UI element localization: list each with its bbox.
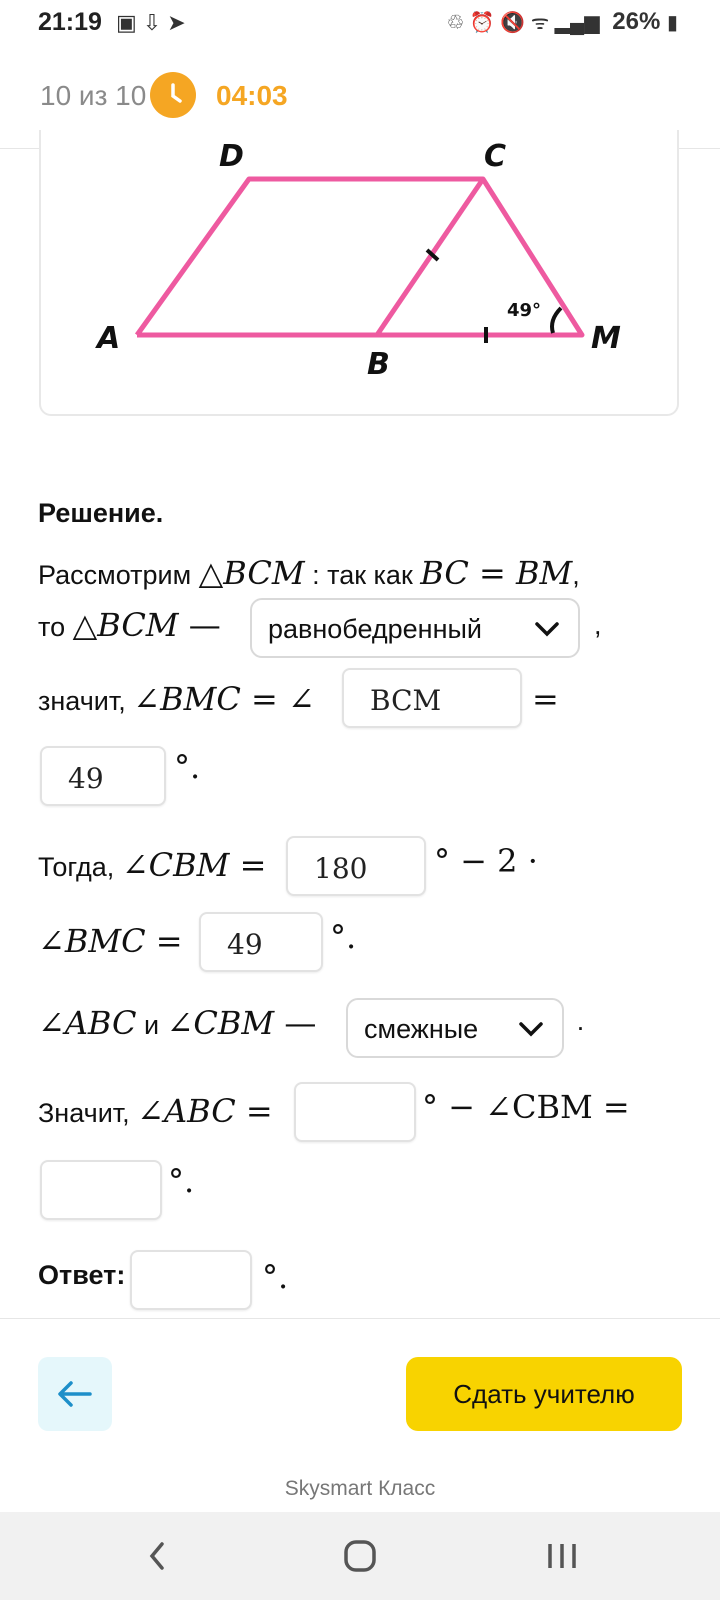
math-angle-cbm: ∠CBM — [166, 1004, 275, 1042]
home-icon — [330, 1528, 390, 1584]
angle-input-3[interactable]: 180 — [286, 836, 426, 896]
nav-recents-button[interactable] — [532, 1528, 592, 1584]
notification-icons: ▣⇩➤ — [116, 10, 192, 35]
angle-input-1[interactable]: BCM — [342, 668, 522, 728]
nav-back-button[interactable] — [128, 1528, 188, 1584]
math-eq: BC = BM — [420, 554, 573, 592]
minus-two: ° − 2 · — [434, 842, 538, 880]
battery-icon: ▮ — [666, 12, 678, 34]
trapezoid-diagram — [41, 130, 681, 416]
degree-dot: °. — [262, 1258, 289, 1296]
solution-line-1 — [38, 554, 580, 592]
recents-icon — [532, 1528, 592, 1584]
solution-heading: Решение. — [38, 498, 164, 528]
label-m: M — [591, 321, 621, 356]
chevron-down-icon — [518, 1020, 544, 1038]
math-angle: ∠ABC = — [137, 1092, 273, 1130]
text: : так как — [304, 560, 421, 590]
arrow-left-icon — [56, 1379, 94, 1409]
status-time: 21:19 — [38, 8, 102, 36]
dropdown-value: смежные — [364, 1014, 479, 1044]
solution-line-7 — [38, 1004, 316, 1042]
label-a: A — [97, 321, 121, 356]
text: Значит, — [38, 1098, 138, 1128]
angle-label: 49° — [507, 300, 542, 321]
answer-input[interactable] — [130, 1250, 252, 1310]
chevron-left-icon — [128, 1528, 188, 1584]
math-angle-abc: ∠ABC — [38, 1004, 137, 1042]
task-progress: 10 из 10 — [40, 80, 147, 111]
comma: , — [594, 610, 602, 640]
math-angle: ∠BMC = — [38, 922, 183, 960]
dropdown-value: равнобедренный — [268, 614, 482, 644]
text: Рассмотрим — [38, 560, 199, 590]
chevron-down-icon — [534, 620, 560, 638]
solution-line-5 — [38, 846, 266, 884]
dash: — — [178, 606, 221, 644]
equals: = — [532, 680, 559, 718]
system-nav-bar — [0, 1512, 720, 1600]
label-d: D — [219, 139, 244, 174]
solution-line-6 — [38, 922, 183, 960]
back-button[interactable] — [38, 1357, 112, 1431]
degree-dot: °. — [168, 1162, 195, 1200]
answer-label: Ответ: — [38, 1260, 126, 1290]
timer: 04:03 — [216, 80, 288, 111]
bottom-action-bar — [0, 1318, 720, 1513]
angle-arc — [552, 308, 561, 333]
angle-input-5[interactable] — [294, 1082, 416, 1142]
label-b: B — [367, 347, 390, 382]
angle-input-6[interactable] — [40, 1160, 162, 1220]
solution-line-2 — [38, 606, 221, 644]
text: то — [38, 612, 73, 642]
triangle-type-dropdown[interactable] — [250, 598, 580, 658]
math-angle: ∠BMC = ∠ — [133, 680, 315, 718]
geometry-figure-card — [39, 130, 679, 416]
nav-home-button[interactable] — [330, 1528, 390, 1584]
segment-bc — [377, 179, 483, 335]
submit-to-teacher-button[interactable]: Сдать учителю — [406, 1357, 682, 1431]
status-icons: ♲ ⏰ 🔇 ᯤ ▂▄▆ — [446, 12, 600, 34]
math-angle: ∠CBM = — [121, 846, 267, 884]
angle-relation-dropdown[interactable] — [346, 998, 564, 1058]
clock-icon — [150, 72, 196, 118]
math-triangle: △BCM — [72, 606, 179, 644]
text: Тогда, — [38, 852, 122, 882]
math-triangle: △BCM — [198, 554, 305, 592]
text: и — [136, 1010, 167, 1040]
angle-input-4[interactable]: 49 — [199, 912, 323, 972]
degree-dot: °. — [330, 918, 357, 956]
status-bar — [0, 0, 720, 44]
brand-label: Skysmart Класс — [284, 1477, 436, 1500]
dash: — — [274, 1004, 317, 1042]
text: значит, — [38, 686, 134, 716]
label-c: C — [484, 139, 507, 174]
text: , — [572, 560, 580, 590]
solution-line-8 — [38, 1092, 273, 1130]
battery-percent: 26% — [612, 8, 661, 35]
degree-dot: °. — [174, 748, 201, 786]
dot: · — [576, 1012, 585, 1042]
angle-input-2[interactable]: 49 — [40, 746, 166, 806]
status-right-group — [446, 8, 684, 36]
solution-line-3 — [38, 680, 315, 718]
minus-cbm: ° − ∠CBM = — [422, 1088, 630, 1126]
